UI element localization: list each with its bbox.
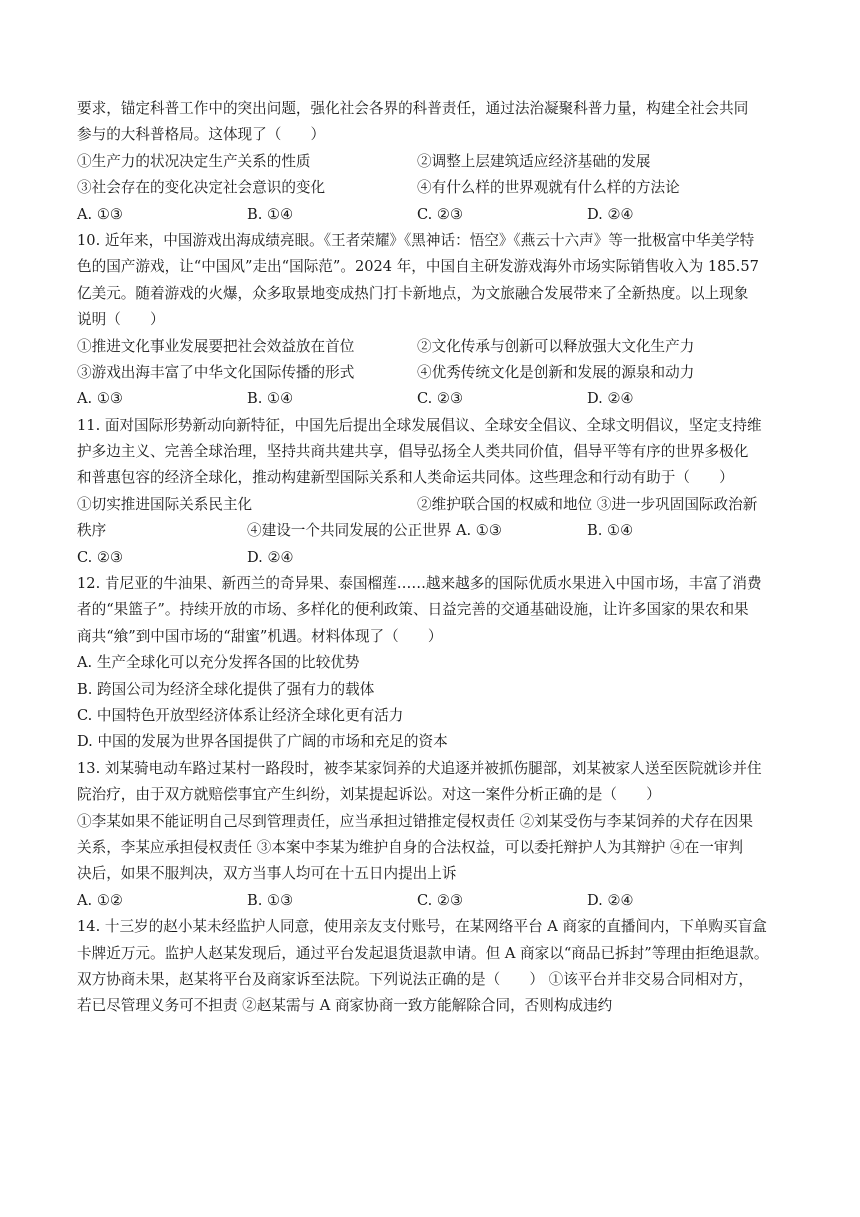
q10-option-b: B. ①④ — [247, 390, 294, 408]
q11-statements-row-1 — [77, 492, 797, 518]
q12-option-d: D. 中国的发展为世界各国提供了广阔的市场和充足的资本 — [77, 733, 448, 751]
q12-option-a: A. 生产全球化可以充分发挥各国的比较优势 — [77, 654, 360, 672]
q11-statement-4-option-a: ④建设一个共同发展的公正世界 A. ①③ — [247, 522, 502, 540]
q12-option-b: B. 跨国公司为经济全球化提供了强有力的载体 — [77, 680, 375, 698]
q10-option-c: C. ②③ — [417, 390, 464, 408]
q11-statements-row-2 — [77, 518, 797, 544]
q10-statement-1: ①推进文化事业发展要把社会效益放在首位 — [77, 337, 355, 355]
q9-statement-3: ③社会存在的变化决定社会意识的变化 — [77, 179, 326, 197]
q13-option-d: D. ②④ — [587, 891, 634, 909]
q11-statement-2-3: ②维护联合国的权威和地位 ③进一步巩固国际政治新 — [417, 495, 758, 513]
q9-statements-row-1 — [77, 149, 797, 175]
q9-option-c: C. ②③ — [417, 205, 464, 223]
q11-statement-3-end: 秩序 — [77, 522, 107, 540]
q14-stem-line-3: 双方协商未果，赵某将平台及商家诉至法院。下列说法正确的是（ ） ①该平台并非交易合同相对方， — [77, 970, 753, 988]
q13-stem-line-1: 13. 刘某骑电动车路过某村一路段时，被李某家饲养的犬追逐并被抓伤腿部，刘某被家人送至医院就诊并住 — [77, 759, 762, 777]
q13-statements-line-3: 决后，如果不服判决，双方当事人均可在十五日内提出上诉 — [77, 865, 457, 883]
q10-option-d: D. ②④ — [587, 390, 634, 408]
q13-statements-line-2: 关系，李某应承担侵权责任 ③本案中李某为维护自身的合法权益，可以委托辩护人为其辩护 ④在一审判 — [77, 838, 744, 856]
q14-stem-line-1: 14. 十三岁的赵小某未经监护人同意，使用亲友支付账号，在某网络平台 A 商家的直播间内，下单购买盲盒 — [77, 918, 767, 936]
q13-option-b: B. ①③ — [247, 891, 294, 909]
q11-stem-line-3: 和普惠包容的经济全球化，推动构建新型国际关系和人类命运共同体。这些理念和行动有助于（ ） — [77, 469, 734, 487]
q13-stem-line-2: 院治疗，由于双方就赔偿事宜产生纠纷，刘某提起诉讼。对这一案件分析正确的是（ ） — [77, 786, 661, 804]
q10-options — [77, 386, 797, 412]
q11-options-row-2 — [77, 545, 797, 571]
q9-statement-2: ②调整上层建筑适应经济基础的发展 — [417, 152, 651, 170]
q9-option-d: D. ②④ — [587, 205, 634, 223]
q12-stem-line-1: 12. 肯尼亚的牛油果、新西兰的奇异果、泰国榴莲……越来越多的国际优质水果进入中国市场，丰富了消费 — [77, 575, 762, 593]
q10-statement-3: ③游戏出海丰富了中华文化国际传播的形式 — [77, 363, 355, 381]
q9-options — [77, 202, 797, 228]
q11-stem-line-1: 11. 面对国际形势新动向新特征，中国先后提出全球发展倡议、全球安全倡议、全球文明倡议，坚定支持维 — [77, 416, 762, 434]
q13-options — [77, 888, 797, 914]
q10-stem-line-2: 色的国产游戏，让“中国风”走出“国际范”。2024 年，中国自主研发游戏海外市场实际销售收入为 185.57 — [77, 258, 759, 276]
q11-statement-1: ①切实推进国际关系民主化 — [77, 495, 253, 513]
q10-stem-line-1: 10. 近年来，中国游戏出海成绩亮眼。《王者荣耀》《黑神话：悟空》《燕云十六声》等一批极富中华美学特 — [77, 231, 755, 249]
question-content — [77, 96, 797, 1020]
q11-option-b: B. ①④ — [587, 522, 634, 540]
q13-option-c: C. ②③ — [417, 891, 464, 909]
q9-stem-line-2: 参与的大科普格局。这体现了（ ） — [77, 126, 326, 144]
q9-statement-1: ①生产力的状况决定生产关系的性质 — [77, 152, 311, 170]
q9-option-b: B. ①④ — [247, 205, 294, 223]
q13-statements-line-1: ①李某如果不能证明自己尽到管理责任，应当承担过错推定侵权责任 ②刘某受伤与李某饲养的犬存在因果 — [77, 812, 753, 830]
q10-statement-2: ②文化传承与创新可以释放强大文化生产力 — [417, 337, 695, 355]
q10-statements-row-1 — [77, 334, 797, 360]
q9-option-a: A. ①③ — [77, 205, 123, 223]
q10-stem-line-3: 亿美元。随着游戏的火爆，众多取景地变成热门打卡新地点，为文旅融合发展带来了全新热度。以上现象 — [77, 284, 749, 302]
q13-option-a: A. ①② — [77, 891, 123, 909]
q10-statement-4: ④优秀传统文化是创新和发展的源泉和动力 — [417, 363, 695, 381]
q9-stem-line-1: 要求，锚定科普工作中的突出问题，强化社会各界的科普责任，通过法治凝聚科普力量，构建全社会共同 — [77, 100, 749, 117]
q10-stem-line-4: 说明（ ） — [77, 311, 165, 329]
q9-statement-4: ④有什么样的世界观就有什么样的方法论 — [417, 179, 680, 197]
q11-option-c: C. ②③ — [77, 548, 124, 566]
q14-stem-line-4: 若已尽管理义务可不担责 ②赵某需与 A 商家协商一致方能解除合同，否则构成违约 — [77, 997, 613, 1015]
q12-stem-line-2: 者的“果篮子”。持续开放的市场、多样化的便利政策、日益完善的交通基础设施，让许多国家的果农和果 — [77, 601, 749, 619]
q12-option-c: C. 中国特色开放型经济体系让经济全球化更有活力 — [77, 706, 404, 724]
q9-statements-row-2 — [77, 175, 797, 201]
q12-stem-line-3: 商共“飨”到中国市场的“甜蜜”机遇。材料体现了（ ） — [77, 627, 443, 645]
q11-option-d: D. ②④ — [247, 548, 294, 566]
q10-statements-row-2 — [77, 360, 797, 386]
q10-option-a: A. ①③ — [77, 390, 123, 408]
q14-stem-line-2: 卡牌近万元。监护人赵某发现后，通过平台发起退货退款申请。但 A 商家以“商品已拆封”等理由拒绝退款。 — [77, 944, 769, 962]
q11-stem-line-2: 护多边主义、完善全球治理，坚持共商共建共享，倡导弘扬全人类共同价值，倡导平等有序的世界多极化 — [77, 443, 749, 461]
